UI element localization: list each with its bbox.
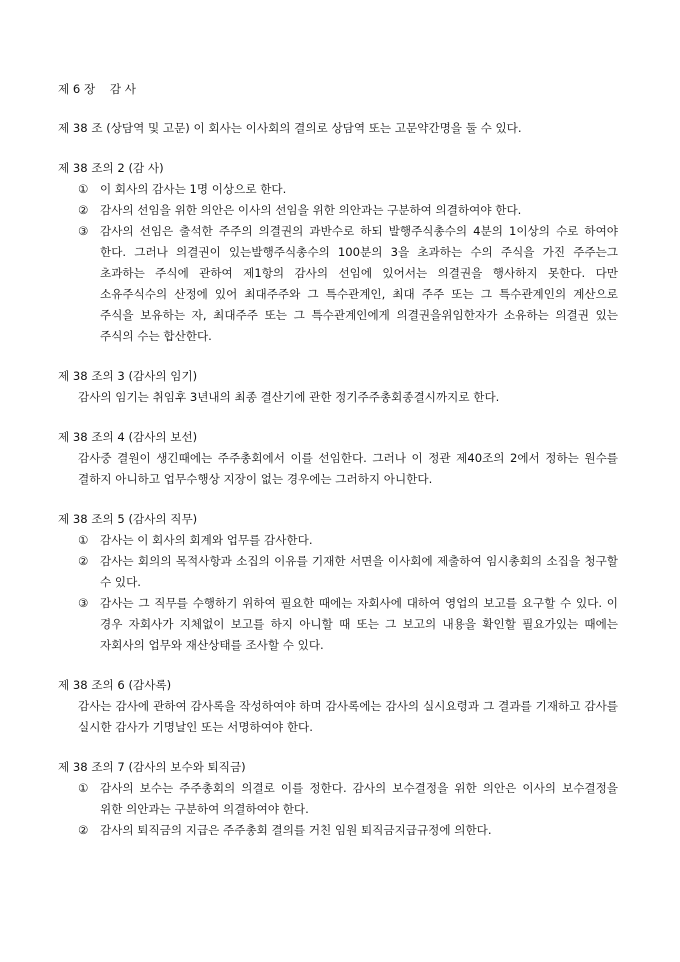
paragraph-number: ② [78, 203, 89, 217]
article-38-3 [58, 366, 618, 408]
article-38-4 [58, 427, 618, 490]
article-body: 감사는 감사에 관하여 감사록을 작성하여야 하며 감사록에는 감사의 실시요령과 그 결과를 기재하고 감사를 실시한 감사가 기명날인 또는 서명하여야 한다. [78, 699, 618, 734]
paragraph-number: ③ [78, 596, 89, 610]
paragraph-number: ① [78, 781, 89, 795]
paragraph-number: ① [78, 533, 89, 547]
paragraph [58, 530, 618, 551]
article-title: 제 38 조의 7 (감사의 보수와 퇴직금) [58, 760, 246, 774]
article-body: 감사의 임기는 취임후 3년내의 최종 결산기에 관한 정기주주총회종결시까지로 한다. [78, 390, 500, 404]
paragraph [58, 200, 618, 221]
paragraph [58, 221, 618, 347]
paragraph-number: ③ [78, 224, 89, 238]
paragraph-text: 감사의 선임은 출석한 주주의 의결권의 과반수로 하되 발행주식총수의 4분의 1이상의 수로 하여야 한다. 그러나 의결권이 있는발행주식총수의 100분의 3을 초과하는 수의 주식을 가진 주주는그 초과하는 주식에 관하여 제1항의 감사의 선임에 있어서는 의결권을 행사하지 못한다. 다만 소유주식수의 산정에 있어 최대주주와 그 특수관계인, 최대 주주 또는 그 특수관계인의 계산으로 주식을 보유하는 자, 최대주주 또는 그 특수관계인에게 의결권을위임한자가 소유하는 의결권 있는 주식의 수는 합산한다. [100, 224, 618, 343]
paragraph [58, 593, 618, 656]
article-38-6 [58, 675, 618, 738]
article-title: 제 38 조 (상담역 및 고문) 이 회사는 이사회의 결의로 상담역 또는 고문약간명을 둘 수 있다. [58, 121, 522, 135]
article-title: 제 38 조의 3 (감사의 임기) [58, 369, 198, 383]
paragraph [58, 179, 618, 200]
paragraph [58, 551, 618, 593]
article-title: 제 38 조의 6 (감사록) [58, 678, 172, 692]
document-page [58, 78, 618, 860]
article-body: 감사중 결원이 생긴때에는 주주총회에서 이를 선임한다. 그러나 이 정관 제40조의 2에서 정하는 원수를 결하지 아니하고 업무수행상 지장이 없는 경우에는 그러하지 아니한다. [78, 451, 618, 486]
paragraph-number: ② [78, 823, 89, 837]
paragraph-text: 감사는 이 회사의 회계와 업무를 감사한다. [100, 533, 313, 547]
paragraph-text: 감사의 선임을 위한 의안은 이사의 선임을 위한 의안과는 구분하여 의결하여야 한다. [100, 203, 522, 217]
paragraph [58, 778, 618, 820]
paragraph-text: 이 회사의 감사는 1명 이상으로 한다. [100, 182, 287, 196]
article-38 [58, 118, 618, 139]
paragraph-text: 감사의 퇴직금의 지급은 주주총회 결의를 거친 임원 퇴직금지급규정에 의한다. [100, 823, 492, 837]
paragraph-text: 감사는 그 직무를 수행하기 위하여 필요한 때에는 자회사에 대하여 영업의 보고를 요구할 수 있다. 이 경우 자회사가 지체없이 보고를 하지 아니할 때 또는 그 보고의 내용을 확인할 필요가있는 때에는 자회사의 업무와 재산상태를 조사할 수 있다. [100, 596, 618, 652]
article-38-7 [58, 757, 618, 841]
paragraph-text: 감사의 보수는 주주총회의 의결로 이를 정한다. 감사의 보수결정을 위한 의안은 이사의 보수결정을 위한 의안과는 구분하여 의결하여야 한다. [100, 781, 618, 816]
paragraph-text: 감사는 회의의 목적사항과 소집의 이유를 기재한 서면을 이사회에 제출하여 임시총회의 소집을 청구할 수 있다. [100, 554, 618, 589]
article-38-5 [58, 509, 618, 656]
paragraph-number: ② [78, 554, 89, 568]
paragraph-number: ① [78, 182, 89, 196]
article-title: 제 38 조의 5 (감사의 직무) [58, 512, 198, 526]
article-title: 제 38 조의 2 (감 사) [58, 161, 164, 175]
article-title: 제 38 조의 4 (감사의 보선) [58, 430, 198, 444]
chapter-title: 제 6 장 감 사 [58, 82, 136, 96]
paragraph [58, 820, 618, 841]
article-38-2 [58, 158, 618, 347]
